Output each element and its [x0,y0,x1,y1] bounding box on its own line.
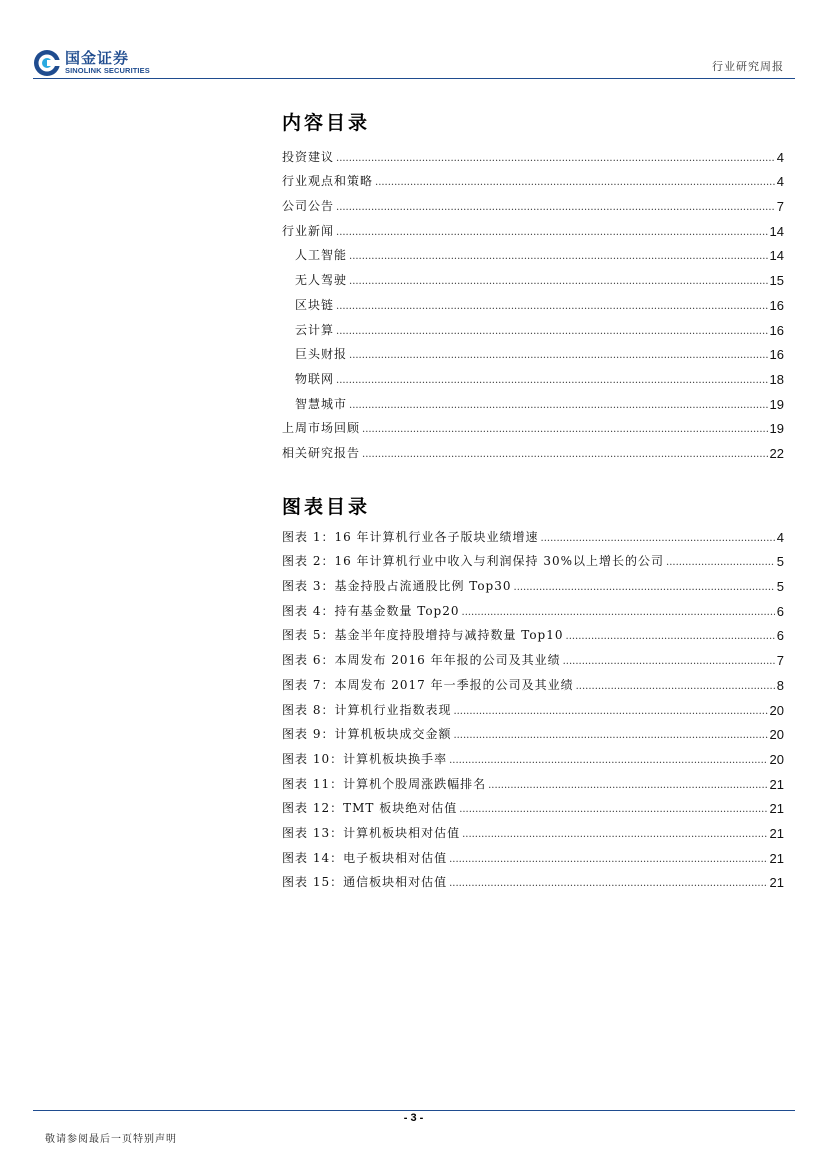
toc-entry[interactable] [282,239,784,264]
page-header [0,0,827,80]
figure-entry-page: 5 [776,579,784,595]
dot-leader [563,656,775,668]
toc-entry-label: 行业新闻 [282,223,335,238]
dot-leader [336,375,768,387]
dot-leader [349,276,768,288]
toc-entry-page: 22 [769,445,784,461]
toc-entry[interactable] [282,362,784,387]
figure-entry-label: 图表 13：计算机板块相对估值 [282,825,461,840]
dot-leader [576,681,775,693]
toc-entry-label: 人工智能 [295,248,348,263]
figure-entry-label: 图表 7：本周发布 2017 年一季报的公司及其业绩 [282,677,574,692]
figure-entry-label: 图表 11：计算机个股周涨跌幅排名 [282,776,487,791]
figure-entry[interactable] [282,718,784,743]
toc-entry-label: 物联网 [295,371,335,386]
figure-entry-label: 图表 4：持有基金数量 Top20 [282,603,460,618]
figure-entry[interactable] [282,668,784,693]
figure-entry-page: 7 [776,653,784,669]
dot-leader [459,804,767,816]
dot-leader [336,227,768,239]
figure-entry-label: 图表 10：计算机板块换手率 [282,751,448,766]
toc-entry-page: 18 [769,371,784,387]
toc-entry-page: 7 [776,199,784,215]
figure-entry[interactable] [282,841,784,866]
figure-entry-label: 图表 9：计算机板块成交金额 [282,727,452,742]
dot-leader [488,780,767,792]
dot-leader [449,854,767,866]
toc-entry[interactable] [282,288,784,313]
dot-leader [336,326,768,338]
toc-entry[interactable] [282,313,784,338]
figure-entry[interactable] [282,569,784,594]
logo-chinese-name: 国金证券 [65,49,130,67]
toc-entry-label: 行业观点和策略 [282,174,374,189]
dot-leader [514,582,775,594]
figure-entry-label: 图表 1：16 年计算机行业各子版块业绩增速 [282,529,539,544]
company-logo [33,47,158,77]
toc-entry[interactable] [282,214,784,239]
toc-entry-page: 14 [769,248,784,264]
figure-entry[interactable] [282,816,784,841]
figure-entry[interactable] [282,767,784,792]
toc-entry[interactable] [282,263,784,288]
sinolink-logo-icon [33,49,61,77]
contents-list [282,140,784,461]
toc-entry-label: 投资建议 [282,149,335,164]
figure-entry-page: 21 [769,825,784,841]
toc-entry-label: 巨头财报 [295,347,348,362]
toc-entry-label: 无人驾驶 [295,273,348,288]
dot-leader [349,350,768,362]
toc-entry-page: 16 [769,322,784,338]
toc-entry[interactable] [282,338,784,363]
figure-entry-label: 图表 15：通信板块相对估值 [282,875,448,890]
figure-entry-page: 8 [776,677,784,693]
figure-entry[interactable] [282,643,784,668]
figure-entry[interactable] [282,545,784,570]
toc-entry[interactable] [282,189,784,214]
disclaimer: 敬请参阅最后一页特别声明 [45,1134,177,1145]
toc-entry-label: 云计算 [295,322,335,337]
dot-leader [666,557,775,569]
figure-entry-page: 6 [776,603,784,619]
dot-leader [449,878,767,890]
dot-leader [349,251,768,263]
dot-leader [462,607,775,619]
toc-entry[interactable] [282,412,784,437]
figure-entry-page: 6 [776,628,784,644]
figure-entry-page: 21 [769,875,784,891]
figure-entry[interactable] [282,520,784,545]
dot-leader [362,424,768,436]
dot-leader [462,829,767,841]
figure-entry-label: 图表 8：计算机行业指数表现 [282,702,452,717]
dot-leader [362,449,768,461]
toc-entry-page: 4 [776,149,784,165]
toc-entry-page: 14 [769,223,784,239]
footer-divider [33,1110,795,1111]
figure-entry-label: 图表 6：本周发布 2016 年年报的公司及其业绩 [282,653,561,668]
dot-leader [375,177,775,189]
toc-entry-page: 4 [776,174,784,190]
figure-entry-page: 21 [769,850,784,866]
figure-entry-label: 图表 5：基金半年度持股增持与减持数量 Top10 [282,628,564,643]
figure-entry[interactable] [282,742,784,767]
toc-entry-label: 上周市场回顾 [282,421,361,436]
dot-leader [336,153,775,165]
figure-entry-page: 4 [776,529,784,545]
figure-entry[interactable] [282,866,784,891]
dot-leader [349,400,768,412]
figure-entry[interactable] [282,594,784,619]
figures-title: 图表目录 [282,496,371,518]
figure-entry-page: 20 [769,727,784,743]
toc-entry[interactable] [282,140,784,165]
toc-entry[interactable] [282,387,784,412]
toc-entry-page: 15 [769,273,784,289]
page-number: - 3 - [403,1112,424,1124]
header-divider [33,78,795,79]
contents-title: 内容目录 [282,112,371,134]
dot-leader [336,202,775,214]
figure-entry-label: 图表 14：电子板块相对估值 [282,850,448,865]
figure-entry[interactable] [282,693,784,718]
figure-entry-label: 图表 2：16 年计算机行业中收入与利润保持 30%以上增长的公司 [282,554,665,569]
figure-entry-page: 20 [769,751,784,767]
toc-entry-label: 公司公告 [282,199,335,214]
toc-entry-page: 16 [769,347,784,363]
toc-entry-page: 16 [769,297,784,313]
dot-leader [541,533,775,545]
figure-entry-page: 20 [769,702,784,718]
toc-entry[interactable] [282,436,784,461]
dot-leader [453,706,767,718]
figure-entry-page: 21 [769,776,784,792]
figure-entry-label: 图表 12：TMT 板块绝对估值 [282,801,458,816]
report-type: 行业研究周报 [712,60,784,73]
figure-entry-page: 5 [776,554,784,570]
toc-entry-label: 区块链 [295,297,335,312]
figures-list [282,520,784,890]
toc-entry-label: 相关研究报告 [282,445,361,460]
toc-entry[interactable] [282,165,784,190]
logo-english-name: SINOLINK SECURITIES [65,66,150,75]
dot-leader [449,755,767,767]
dot-leader [453,730,767,742]
dot-leader [336,301,768,313]
toc-entry-page: 19 [769,421,784,437]
figure-entry[interactable] [282,792,784,817]
toc-entry-page: 19 [769,396,784,412]
toc-entry-label: 智慧城市 [295,396,348,411]
figure-entry-page: 21 [769,801,784,817]
figure-entry-label: 图表 3：基金持股占流通股比例 Top30 [282,579,512,594]
figure-entry[interactable] [282,619,784,644]
dot-leader [566,631,775,643]
